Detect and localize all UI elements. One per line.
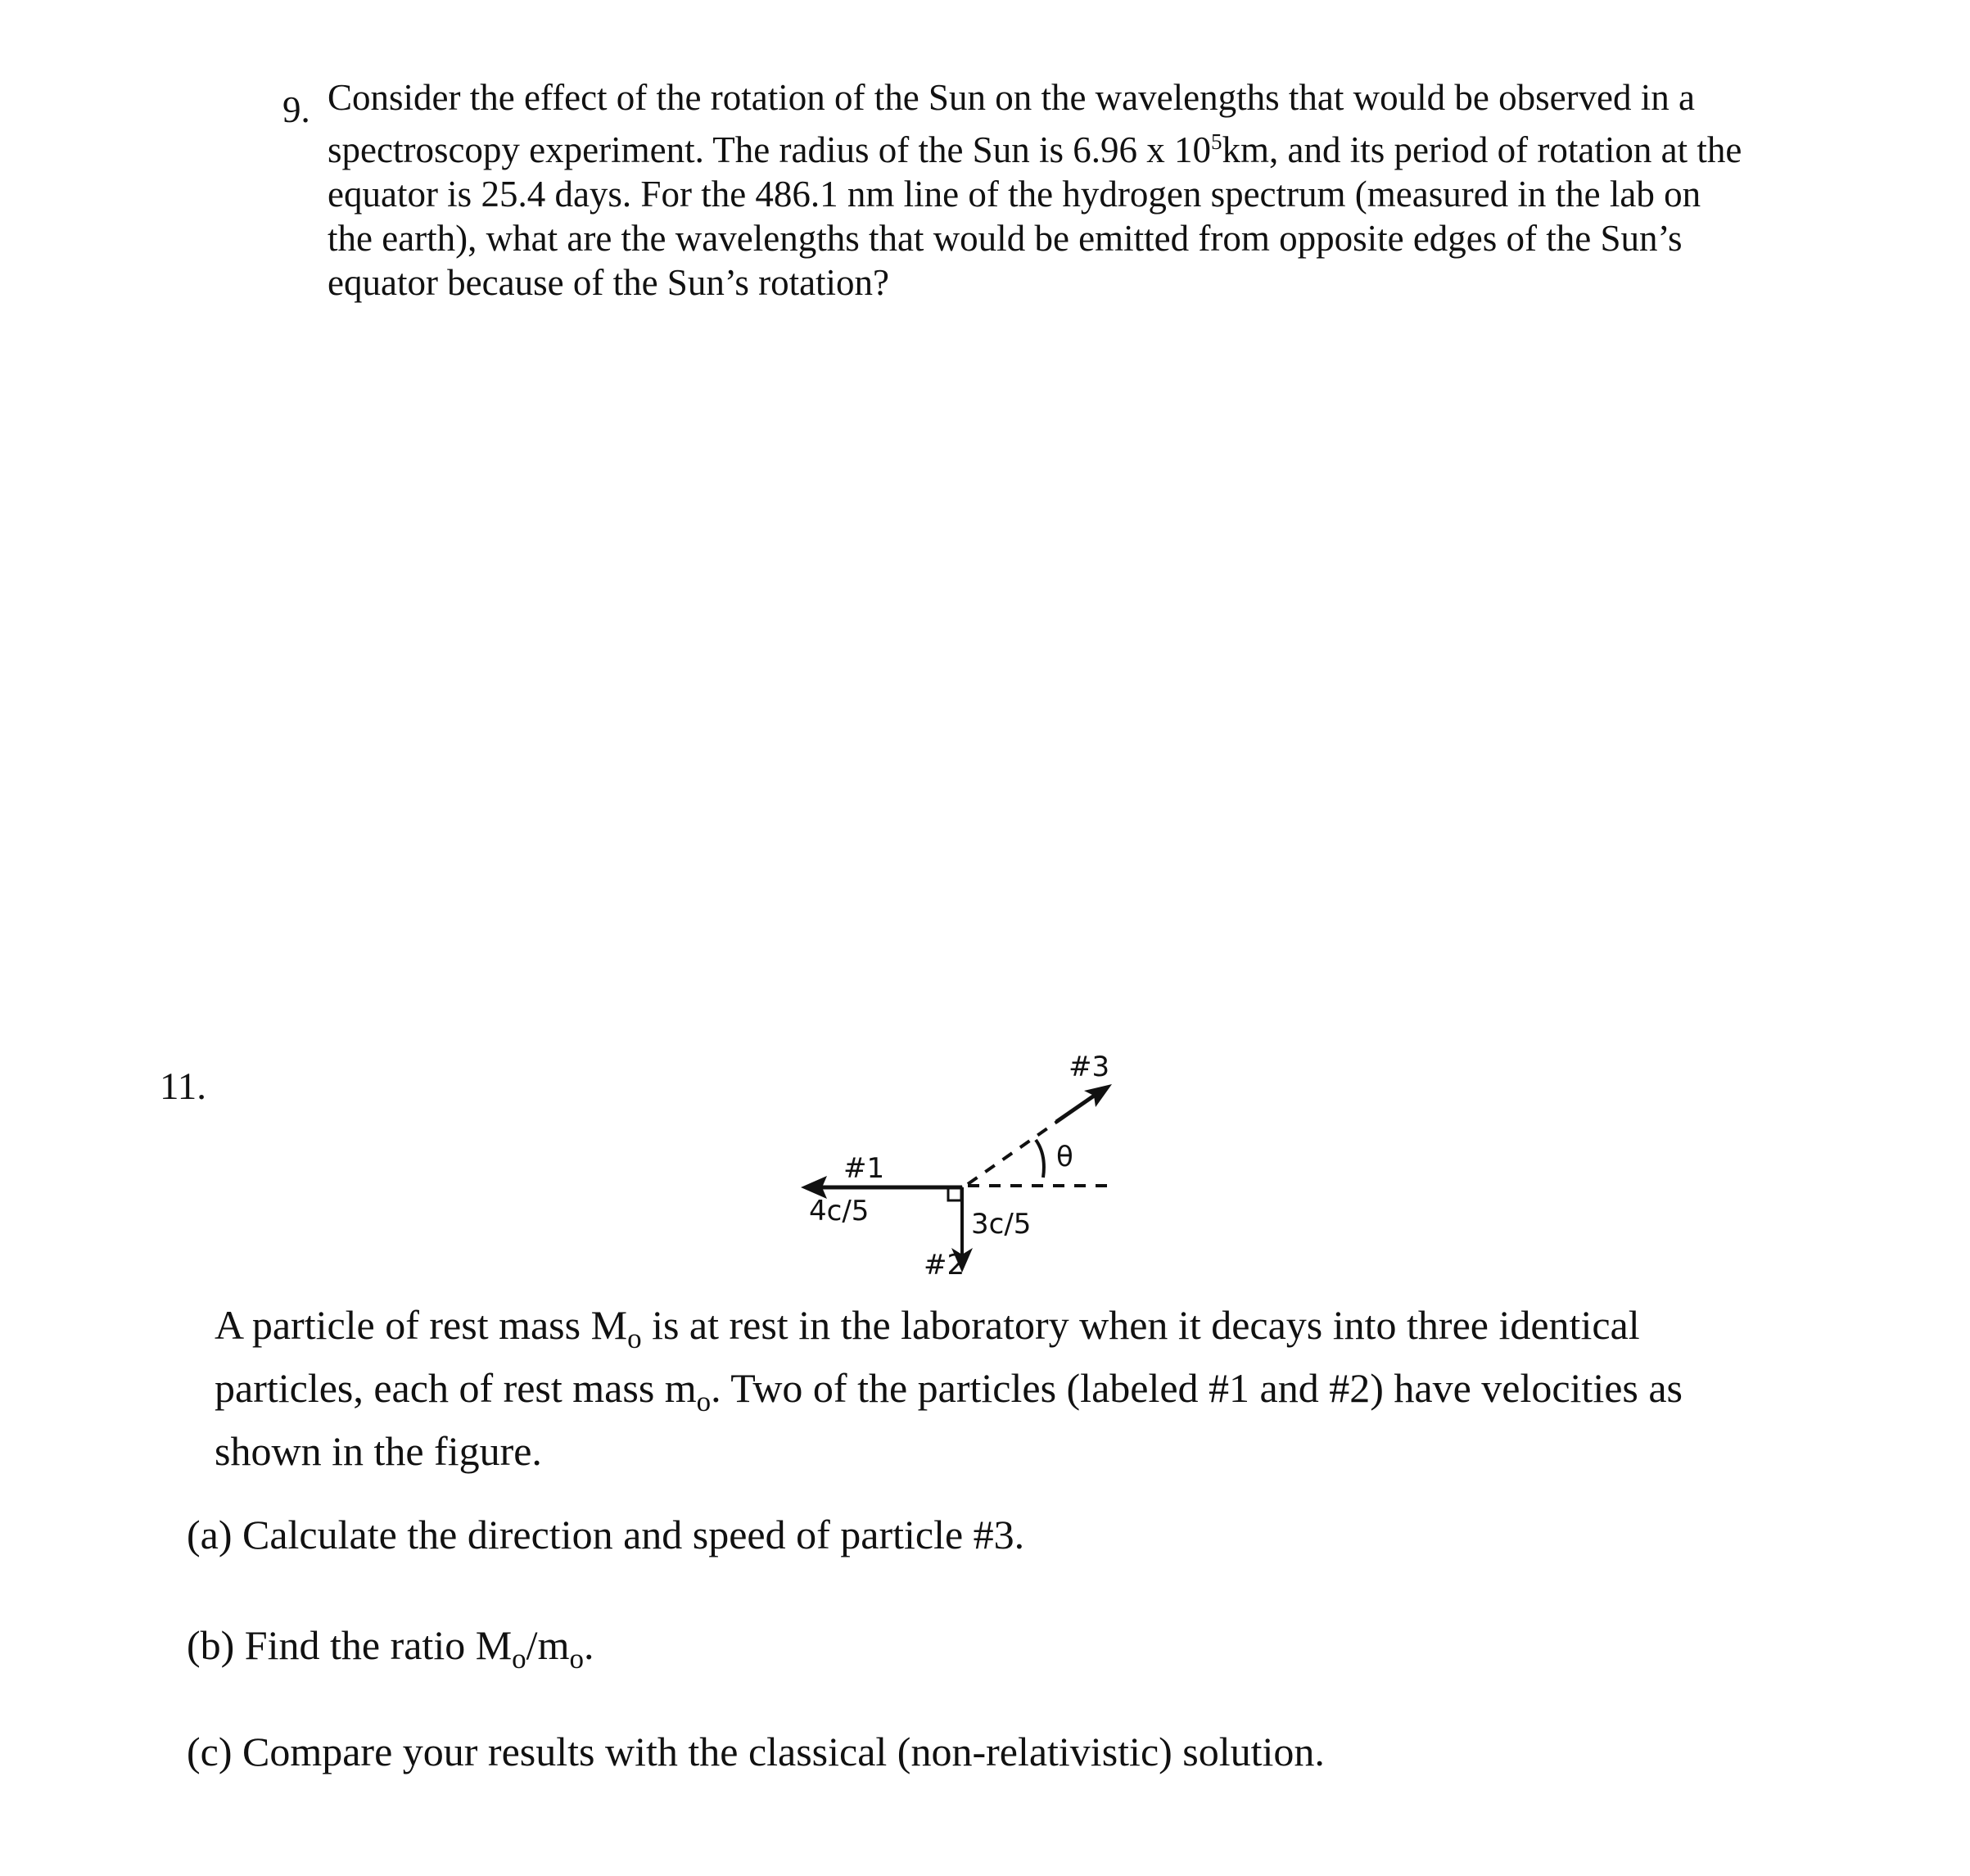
question-9-line-5: equator because of the Sun’s rotation? (328, 262, 890, 303)
part-b-subscript-2: o (569, 1643, 584, 1675)
question-9-line-4: the earth), what are the wavelengths that would be emitted from opposite edges of the Sun’s (328, 218, 1683, 259)
particle-2-label: #2 (924, 1249, 965, 1282)
part-b-subscript-1: o (512, 1643, 526, 1675)
particle-3-label: #3 (1069, 1051, 1110, 1083)
question-11-line-2-start: particles, each of rest mass m (215, 1365, 697, 1411)
subscript-o-1: o (627, 1322, 642, 1354)
question-9-number: 9. (282, 89, 310, 130)
decay-velocity-diagram (786, 1040, 1146, 1286)
angle-theta-label: θ (1056, 1141, 1073, 1173)
particle-1-label: #1 (843, 1152, 885, 1185)
question-11-line-1-end: is at rest in the laboratory when it decays into three identical (641, 1302, 1640, 1348)
exponent-5: 5 (1210, 129, 1222, 154)
question-11-text (215, 1300, 1811, 1476)
part-b-start: (b) Find the ratio M (187, 1622, 513, 1668)
part-b (187, 1621, 594, 1675)
question-11-line-3: shown in the figure. (215, 1428, 542, 1474)
question-9-line-2-end: km, and its period of rotation at the (1222, 129, 1742, 170)
question-9-text (328, 75, 1842, 305)
theta-arc (1036, 1140, 1044, 1178)
part-b-mid: /m (526, 1622, 570, 1668)
particle-3-arrowhead (1084, 1084, 1112, 1107)
question-9-line-2-start: spectroscopy experiment. The radius of the Sun is 6.96 x 10 (328, 129, 1211, 170)
part-a: (a) Calculate the direction and speed of particle #3. (187, 1512, 1025, 1557)
particle-3-dashed-path (968, 1114, 1069, 1184)
question-9-line-3: equator is 25.4 days. For the 486.1 nm line of the hydrogen spectrum (measured in the lab on (328, 174, 1701, 215)
question-11-number: 11. (160, 1065, 207, 1108)
subscript-o-2: o (696, 1386, 712, 1417)
part-c: (c) Compare your results with the classical (non-relativistic) solution. (187, 1729, 1325, 1774)
particle-1-speed-label: 4c/5 (809, 1195, 870, 1227)
question-11-line-1-start: A particle of rest mass M (215, 1302, 628, 1348)
question-11-line-2-end: . Two of the particles (labeled #1 and #2) have velocities as (711, 1365, 1683, 1411)
question-11-line-2 (215, 1363, 1811, 1426)
question-11-line-1 (215, 1300, 1811, 1363)
particle-2-speed-label: 3c/5 (971, 1208, 1032, 1241)
question-9-line-1: Consider the effect of the rotation of the Sun on the wavelengths that would be observed in a (328, 77, 1695, 118)
part-b-end: . (583, 1622, 594, 1668)
question-9-line-2 (328, 120, 1842, 172)
